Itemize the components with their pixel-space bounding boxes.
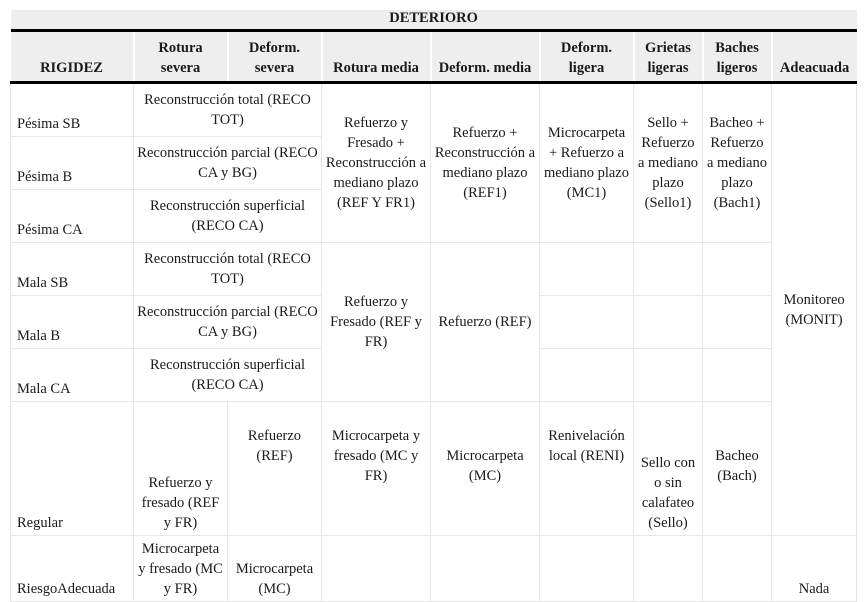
cell-grietas-ligeras: Sello con o sin calafateo (Sello) (634, 402, 703, 536)
cell-deform-ligera: Renivelación local (RENI) (540, 402, 634, 536)
cell-empty (540, 349, 634, 402)
table-row (11, 402, 857, 536)
cell-empty (703, 296, 772, 349)
cell-severa: Reconstrucción total (RECO TOT) (134, 83, 322, 137)
cell-mala-deform-media: Refuerzo (REF) (431, 243, 540, 402)
cell-rotura-severa: Microcarpeta y fresado (MC y FR) (134, 536, 228, 602)
header-rotura-severa: Rotura severa (134, 31, 228, 83)
cell-baches-ligeros: Bacheo (Bach) (703, 402, 772, 536)
cell-mala-rotura-media: Refuerzo y Fresado (REF y FR) (322, 243, 431, 402)
row-label: Mala SB (11, 243, 134, 296)
row-label: Mala CA (11, 349, 134, 402)
header-deform-media: Deform. media (431, 31, 540, 83)
cell-deform-media: Microcarpeta (MC) (431, 402, 540, 536)
table-row (11, 536, 857, 602)
cell-rotura-severa: Refuerzo y fresado (REF y FR) (134, 402, 228, 536)
header-baches-ligeros: Baches ligeros (703, 31, 772, 83)
row-label: Pésima B (11, 137, 134, 190)
cell-empty (634, 243, 703, 296)
cell-empty (703, 349, 772, 402)
cell-monitoreo: Monitoreo (MONIT) (772, 83, 857, 536)
cell-deform-severa: Microcarpeta (MC) (228, 536, 322, 602)
cell-pesima-rotura-media: Refuerzo y Fresado + Reconstrucción a mediano plazo (REF Y FR1) (322, 83, 431, 243)
header-rigidez: RIGIDEZ (11, 31, 134, 83)
header-grietas-ligeras: Grietas ligeras (634, 31, 703, 83)
cell-empty (431, 536, 540, 602)
cell-empty (634, 536, 703, 602)
header-deform-severa: Deform. severa (228, 31, 322, 83)
row-label: Pésima CA (11, 190, 134, 243)
header-deform-ligera: Deform. ligera (540, 31, 634, 83)
row-label: Pésima SB (11, 83, 134, 137)
cell-pesima-grietas-ligeras: Sello + Refuerzo a mediano plazo (Sello1) (634, 83, 703, 243)
cell-empty (540, 536, 634, 602)
cell-pesima-deform-media: Refuerzo + Reconstrucción a mediano plazo (REF1) (431, 83, 540, 243)
cell-pesima-deform-ligera: Microcarpeta + Refuerzo a mediano plazo (MC1) (540, 83, 634, 243)
cell-pesima-baches-ligeros: Bacheo + Refuerzo a mediano plazo (Bach1) (703, 83, 772, 243)
cell-severa: Reconstrucción parcial (RECO CA y BG) (134, 137, 322, 190)
cell-empty (540, 296, 634, 349)
table-row (11, 83, 857, 137)
cell-severa: Reconstrucción total (RECO TOT) (134, 243, 322, 296)
cell-rotura-media: Microcarpeta y fresado (MC y FR) (322, 402, 431, 536)
cell-empty (540, 243, 634, 296)
cell-empty (634, 349, 703, 402)
header-rotura-media: Rotura media (322, 31, 431, 83)
header-adecuada: Adeacuada (772, 31, 857, 83)
cell-empty (322, 536, 431, 602)
table-row (11, 243, 857, 296)
row-label: Regular (11, 402, 134, 536)
cell-empty (703, 243, 772, 296)
cell-severa: Reconstrucción superficial (RECO CA) (134, 190, 322, 243)
super-header-deterioro: DETERIORO (11, 10, 857, 31)
cell-severa: Reconstrucción superficial (RECO CA) (134, 349, 322, 402)
cell-empty (634, 296, 703, 349)
row-label: Mala B (11, 296, 134, 349)
cell-severa: Reconstrucción parcial (RECO CA y BG) (134, 296, 322, 349)
row-label: RiesgoAdecuada (11, 536, 134, 602)
cell-deform-severa: Refuerzo (REF) (228, 402, 322, 536)
cell-empty (703, 536, 772, 602)
cell-adecuada: Nada (772, 536, 857, 602)
deterioro-rigidez-table (10, 10, 857, 602)
